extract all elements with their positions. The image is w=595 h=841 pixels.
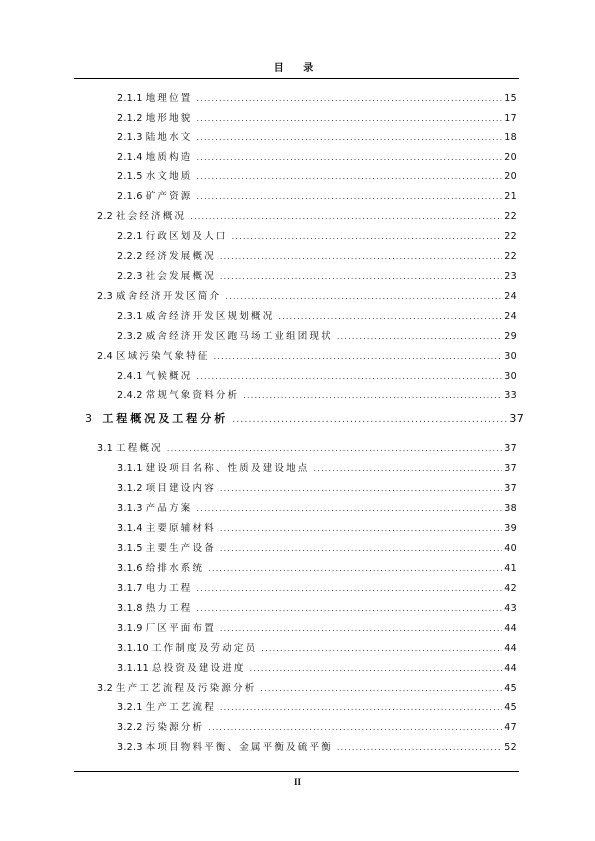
toc-entry-page: 40 bbox=[504, 543, 517, 554]
toc-entry-title: 威舍经济开发区简介 bbox=[116, 291, 222, 302]
toc-entry-number: 2.1.1 bbox=[117, 93, 143, 104]
toc-entry[interactable] bbox=[117, 310, 517, 324]
toc-entry-page: 44 bbox=[504, 663, 517, 674]
toc-entry[interactable] bbox=[117, 190, 517, 204]
toc-dot-leader bbox=[220, 542, 502, 556]
toc-entry-page: 43 bbox=[504, 603, 517, 614]
toc-entry-number: 3.1.10 bbox=[117, 643, 150, 654]
toc-dot-leader bbox=[278, 310, 502, 324]
toc-entry-number: 3.1.11 bbox=[117, 663, 150, 674]
toc-entry-number: 3.1.8 bbox=[117, 603, 143, 614]
toc-dot-leader bbox=[197, 602, 503, 616]
toc-entry[interactable] bbox=[117, 701, 517, 715]
toc-entry-title: 陆地水文 bbox=[145, 132, 193, 143]
toc-entry-number: 3.1.3 bbox=[117, 503, 143, 514]
toc-entry-title: 工程概况及工程分析 bbox=[102, 412, 229, 425]
toc-entry-number: 2.1.6 bbox=[117, 191, 143, 202]
toc-entry-title: 生产工艺流程及污染源分析 bbox=[116, 683, 257, 694]
toc-entry-page: 29 bbox=[504, 331, 517, 342]
toc-entry-title: 本项目物料平衡、金属平衡及硫平衡 bbox=[145, 742, 333, 753]
page-header-title: 目 录 bbox=[273, 63, 322, 74]
toc-dot-leader bbox=[197, 131, 503, 145]
toc-dot-leader bbox=[208, 721, 502, 735]
toc-entry[interactable] bbox=[117, 522, 517, 536]
toc-dot-leader bbox=[220, 482, 502, 496]
toc-entry[interactable] bbox=[117, 151, 517, 165]
toc-entry-title: 给排水系统 bbox=[145, 563, 205, 574]
toc-dot-leader bbox=[167, 442, 502, 456]
toc-entry-number: 2.2.3 bbox=[117, 271, 143, 282]
toc-entry-number: 3 bbox=[85, 412, 93, 425]
toc-entry-page: 37 bbox=[504, 443, 517, 454]
toc-entry-title: 威舍经济开发区跑马场工业组团现状 bbox=[145, 331, 333, 342]
toc-entry-title: 主要原辅材料 bbox=[145, 523, 216, 534]
toc-dot-leader bbox=[220, 522, 502, 536]
toc-entry-page: 37 bbox=[504, 483, 517, 494]
toc-entry[interactable] bbox=[117, 131, 517, 145]
toc-entry-title: 建设项目名称、性质及建设地点 bbox=[145, 463, 310, 474]
toc-dot-leader bbox=[314, 462, 503, 476]
toc-entry-title: 水文地质 bbox=[145, 171, 193, 182]
toc-entry-title: 总投资及建设进度 bbox=[152, 663, 246, 674]
toc-entry[interactable] bbox=[97, 682, 517, 696]
toc-entry[interactable] bbox=[117, 482, 517, 496]
toc-entry[interactable] bbox=[97, 442, 517, 456]
toc-entry-title: 行政区划及人口 bbox=[145, 231, 228, 242]
toc-entry-page: 15 bbox=[504, 93, 517, 104]
toc-dot-leader bbox=[197, 170, 503, 184]
toc-entry-number: 3.2 bbox=[97, 683, 114, 694]
toc-entry-title: 污染源分析 bbox=[145, 722, 205, 733]
toc-entry-number: 3.1 bbox=[97, 443, 114, 454]
toc-entry-title: 工程概况 bbox=[116, 443, 163, 454]
footer-divider bbox=[74, 771, 519, 772]
toc-entry[interactable] bbox=[117, 721, 517, 735]
toc-entry-title: 工作制度及劳动定员 bbox=[152, 643, 258, 654]
toc-entry[interactable] bbox=[97, 290, 517, 304]
toc-entry-title: 项目建设内容 bbox=[145, 483, 216, 494]
toc-entry-page: 44 bbox=[504, 623, 517, 634]
toc-entry-number: 2.3.1 bbox=[117, 311, 143, 322]
toc-entry[interactable] bbox=[117, 462, 517, 476]
toc-entry[interactable] bbox=[117, 92, 517, 106]
toc-dot-leader bbox=[197, 112, 503, 126]
toc-dot-leader bbox=[220, 270, 502, 284]
toc-entry-number: 2.4 bbox=[97, 351, 114, 362]
toc-entry-page: 30 bbox=[504, 371, 517, 382]
toc-entry-title: 经济发展概况 bbox=[145, 251, 216, 262]
toc-entry[interactable] bbox=[117, 370, 517, 384]
toc-dot-leader bbox=[337, 741, 502, 755]
toc-dot-leader bbox=[220, 622, 502, 636]
toc-entry-page: 37 bbox=[509, 412, 524, 425]
toc-entry-title: 地形地貌 bbox=[145, 113, 193, 124]
toc-entry-number: 2.3.2 bbox=[117, 331, 143, 342]
toc-entry-number: 2.2 bbox=[97, 211, 114, 222]
toc-entry-number: 3.2.1 bbox=[117, 702, 143, 713]
toc-entry-title: 气候概况 bbox=[145, 371, 193, 382]
toc-entry-number: 2.4.1 bbox=[117, 371, 143, 382]
toc-entry-page: 30 bbox=[504, 351, 517, 362]
toc-dot-leader bbox=[197, 92, 503, 106]
toc-dot-leader bbox=[197, 502, 503, 516]
toc-entry[interactable] bbox=[117, 642, 517, 656]
toc-entry-page: 37 bbox=[504, 463, 517, 474]
toc-dot-leader bbox=[208, 562, 502, 576]
toc-dot-leader bbox=[197, 370, 503, 384]
toc-entry-page: 22 bbox=[504, 251, 517, 262]
toc-dot-leader bbox=[197, 190, 503, 204]
toc-entry-page: 52 bbox=[504, 742, 517, 753]
toc-entry-page: 45 bbox=[504, 702, 517, 713]
toc-dot-leader bbox=[197, 151, 503, 165]
toc-entry[interactable] bbox=[117, 562, 517, 576]
toc-entry-title: 主要生产设备 bbox=[145, 543, 216, 554]
toc-entry-page: 47 bbox=[504, 722, 517, 733]
toc-entry-page: 41 bbox=[504, 563, 517, 574]
toc-dot-leader bbox=[261, 642, 502, 656]
toc-entry[interactable] bbox=[117, 602, 517, 616]
toc-entry-number: 3.1.1 bbox=[117, 463, 143, 474]
toc-entry-title: 威舍经济开发区规划概况 bbox=[145, 311, 275, 322]
toc-entry-number: 2.3 bbox=[97, 291, 114, 302]
toc-entry-number: 2.1.2 bbox=[117, 113, 143, 124]
toc-entry[interactable] bbox=[117, 662, 517, 676]
toc-entry-title: 社会经济概况 bbox=[116, 211, 187, 222]
toc-dot-leader bbox=[214, 350, 503, 364]
toc-dot-leader bbox=[337, 330, 502, 344]
toc-entry-title: 矿产资源 bbox=[145, 191, 193, 202]
toc-entry[interactable] bbox=[97, 350, 517, 364]
toc-entry-page: 39 bbox=[504, 523, 517, 534]
toc-entry[interactable] bbox=[117, 230, 517, 244]
toc-entry-page: 20 bbox=[504, 171, 517, 182]
toc-entry-page: 42 bbox=[504, 583, 517, 594]
toc-dot-leader bbox=[220, 701, 502, 715]
toc-entry-page: 17 bbox=[504, 113, 517, 124]
toc-entry-number: 3.1.9 bbox=[117, 623, 143, 634]
toc-entry-number: 3.2.3 bbox=[117, 742, 143, 753]
toc-entry[interactable] bbox=[117, 622, 517, 636]
toc-entry-page: 23 bbox=[504, 271, 517, 282]
toc-dot-leader bbox=[197, 582, 503, 596]
toc-entry[interactable] bbox=[117, 542, 517, 556]
toc-entry-title: 区域污染气象特征 bbox=[116, 351, 210, 362]
toc-entry-number: 2.1.3 bbox=[117, 132, 143, 143]
toc-entry-number: 3.1.2 bbox=[117, 483, 143, 494]
toc-dot-leader bbox=[220, 250, 502, 264]
toc-entry-title: 常规气象资料分析 bbox=[145, 390, 240, 401]
toc-dot-leader bbox=[260, 682, 502, 696]
toc-entry[interactable] bbox=[117, 270, 517, 284]
toc-entry-page: 38 bbox=[504, 503, 517, 514]
toc-entry-number: 3.1.7 bbox=[117, 583, 143, 594]
toc-entry-number: 3.1.6 bbox=[117, 563, 143, 574]
toc-entry-title: 地理位置 bbox=[145, 93, 193, 104]
toc-dot-leader bbox=[190, 210, 502, 224]
toc-dot-leader bbox=[243, 389, 502, 403]
toc-entry-number: 2.1.5 bbox=[117, 171, 143, 182]
toc-entry-page: 18 bbox=[504, 132, 517, 143]
toc-entry[interactable] bbox=[117, 250, 517, 264]
toc-entry-title: 热力工程 bbox=[145, 603, 193, 614]
toc-entry[interactable] bbox=[117, 170, 517, 184]
toc-entry[interactable] bbox=[117, 112, 517, 126]
toc-entry[interactable] bbox=[117, 330, 517, 344]
page-number: II bbox=[293, 777, 301, 787]
toc-entry-page: 21 bbox=[504, 191, 517, 202]
toc-entry-page: 33 bbox=[504, 390, 517, 401]
toc-entry[interactable] bbox=[97, 210, 517, 224]
toc-dot-leader bbox=[250, 662, 503, 676]
toc-entry-title: 地质构造 bbox=[145, 152, 193, 163]
toc-entry[interactable] bbox=[117, 389, 517, 403]
toc-entry-title: 产品方案 bbox=[145, 503, 193, 514]
toc-entry-page: 22 bbox=[504, 231, 517, 242]
toc-entry[interactable] bbox=[117, 741, 517, 755]
toc-entry-page: 20 bbox=[504, 152, 517, 163]
toc-entry-page: 44 bbox=[504, 643, 517, 654]
toc-entry-number: 2.2.2 bbox=[117, 251, 143, 262]
toc-entry-number: 3.1.4 bbox=[117, 523, 143, 534]
toc-entry-number: 2.4.2 bbox=[117, 390, 143, 401]
toc-dot-leader bbox=[232, 230, 503, 244]
toc-entry[interactable] bbox=[85, 412, 524, 426]
toc-dot-leader bbox=[232, 413, 507, 427]
toc-entry-number: 3.2.2 bbox=[117, 722, 143, 733]
toc-entry-number: 2.2.1 bbox=[117, 231, 143, 242]
toc-entry-title: 厂区平面布置 bbox=[145, 623, 216, 634]
toc-entry-title: 生产工艺流程 bbox=[145, 702, 216, 713]
toc-entry[interactable] bbox=[117, 582, 517, 596]
toc-entry-page: 22 bbox=[504, 211, 517, 222]
toc-entry[interactable] bbox=[117, 502, 517, 516]
toc-entry-title: 电力工程 bbox=[145, 583, 193, 594]
toc-entry-page: 45 bbox=[504, 683, 517, 694]
toc-entry-number: 2.1.4 bbox=[117, 152, 143, 163]
toc-entry-page: 24 bbox=[504, 311, 517, 322]
toc-entry-number: 3.1.5 bbox=[117, 543, 143, 554]
toc-entry-title: 社会发展概况 bbox=[145, 271, 216, 282]
toc-entry-page: 24 bbox=[504, 291, 517, 302]
toc-dot-leader bbox=[225, 290, 502, 304]
